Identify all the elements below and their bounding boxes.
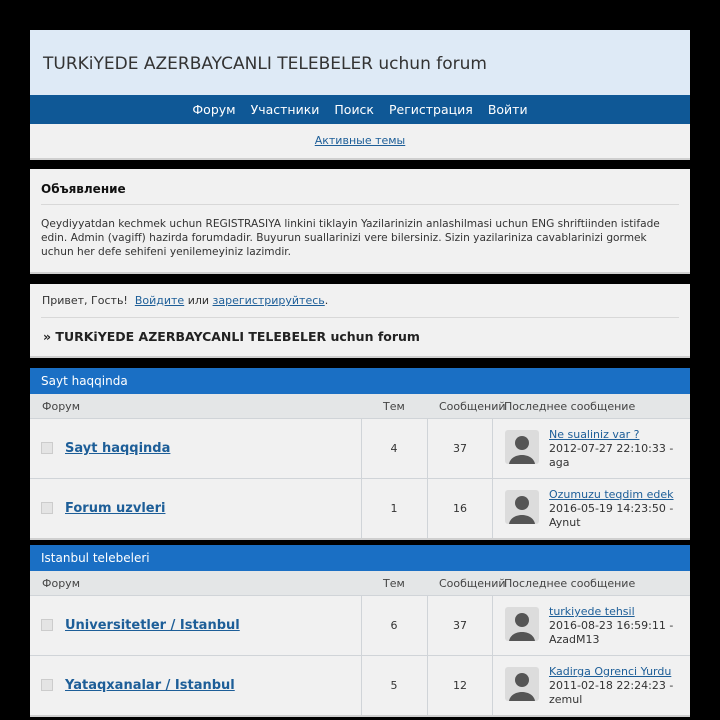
col-last: Последнее сообщение xyxy=(504,400,636,413)
login-link[interactable]: Войдите xyxy=(134,294,185,307)
greeting-text: Привет, Гость! xyxy=(42,294,128,307)
forum-link[interactable]: Forum uzvleri xyxy=(65,501,166,516)
announcement-heading: Объявление xyxy=(41,182,126,196)
posts-count: 37 xyxy=(428,596,493,655)
forum-read-icon xyxy=(41,619,53,631)
posts-count: 12 xyxy=(428,656,493,715)
category-title[interactable]: Istanbul telebeleri xyxy=(30,545,690,571)
topics-count: 6 xyxy=(361,596,428,655)
category-sayt-haqqinda xyxy=(30,368,690,540)
register-link[interactable]: зарегистрируйтесь xyxy=(212,294,325,307)
col-last: Последнее сообщение xyxy=(504,577,636,590)
divider xyxy=(41,204,679,205)
announcement xyxy=(30,169,690,274)
breadcrumb: » TURKiYEDE AZERBAYCANLI TELEBELER uchun forum xyxy=(43,329,420,344)
forum-row xyxy=(30,596,690,656)
forum-link[interactable]: Universitetler / Istanbul xyxy=(65,618,240,633)
greeting-line xyxy=(42,294,328,307)
period-text: . xyxy=(324,294,329,307)
posts-count: 37 xyxy=(428,419,493,478)
col-posts: Сообщений xyxy=(439,577,506,590)
col-topics: Тем xyxy=(383,577,405,590)
nav-members[interactable]: Участники xyxy=(250,102,320,117)
active-topics-link[interactable]: Активные темы xyxy=(314,133,406,147)
last-post-user: Aynut xyxy=(549,516,581,529)
column-headers xyxy=(30,394,690,419)
topics-count: 5 xyxy=(361,656,428,715)
default-avatar-icon[interactable] xyxy=(505,607,539,641)
topics-count: 4 xyxy=(361,419,428,478)
col-forum: Форум xyxy=(42,577,80,590)
forum-row xyxy=(30,479,690,538)
forum-link[interactable]: Sayt haqqinda xyxy=(65,441,171,456)
forum-row xyxy=(30,419,690,479)
or-text: или xyxy=(187,294,210,307)
last-post-date: 2016-05-19 14:23:50 - xyxy=(549,502,674,515)
last-post-user: aga xyxy=(549,456,570,469)
default-avatar-icon[interactable] xyxy=(505,490,539,524)
category-title[interactable]: Sayt haqqinda xyxy=(30,368,690,394)
posts-count: 16 xyxy=(428,479,493,538)
last-post-date: 2016-08-23 16:59:11 - xyxy=(549,619,674,632)
nav-search[interactable]: Поиск xyxy=(334,102,374,117)
last-post xyxy=(493,479,690,538)
last-post-user: AzadM13 xyxy=(549,633,600,646)
last-post xyxy=(493,596,690,655)
col-forum: Форум xyxy=(42,400,80,413)
last-post-link[interactable]: Ne sualiniz var ? xyxy=(549,428,640,441)
nav-login[interactable]: Войти xyxy=(487,102,528,117)
category-istanbul-telebeleri xyxy=(30,545,690,717)
col-topics: Тем xyxy=(383,400,405,413)
last-post-user: zemul xyxy=(549,693,583,706)
announcement-text: Qeydiyyatdan kechmek uchun REGISTRASIYA linkini tiklayin Yazilarinizin anlashilmasi uchun ENG shriftiinden istifade edin. Admin (vagiff) hazirda forumdadir. Buyurun suallarinizi vere bilersiniz. Sizin yazilariniza cavablarinizi gormek uchun her defe sehifeni yenilemeyiniz lazimdir. xyxy=(41,218,660,258)
nav-register[interactable]: Регистрация xyxy=(388,102,473,117)
col-posts: Сообщений xyxy=(439,400,506,413)
topics-count: 1 xyxy=(361,479,428,538)
forum-title: TURKiYEDE AZERBAYCANLI TELEBELER uchun forum xyxy=(43,54,487,74)
default-avatar-icon[interactable] xyxy=(505,430,539,464)
divider xyxy=(41,317,679,318)
last-post-link[interactable]: turkiyede tehsil xyxy=(549,605,635,618)
forum-read-icon xyxy=(41,442,53,454)
active-topics-row xyxy=(30,124,690,156)
forum-header xyxy=(30,30,690,160)
forum-read-icon xyxy=(41,679,53,691)
last-post-date: 2011-02-18 22:24:23 - xyxy=(549,679,674,692)
welcome-box xyxy=(30,284,690,358)
default-avatar-icon[interactable] xyxy=(505,667,539,701)
last-post xyxy=(493,419,690,478)
last-post-date: 2012-07-27 22:10:33 - xyxy=(549,442,674,455)
main-nav xyxy=(30,95,690,124)
title-bar xyxy=(30,30,690,96)
last-post xyxy=(493,656,690,715)
last-post-link[interactable]: Kadirga Ogrenci Yurdu xyxy=(549,665,672,678)
forum-link[interactable]: Yataqxanalar / Istanbul xyxy=(65,678,235,693)
last-post-link[interactable]: Ozumuzu teqdim edek xyxy=(549,488,674,501)
forum-read-icon xyxy=(41,502,53,514)
forum-row xyxy=(30,656,690,715)
column-headers xyxy=(30,571,690,596)
nav-forum[interactable]: Форум xyxy=(192,102,236,117)
